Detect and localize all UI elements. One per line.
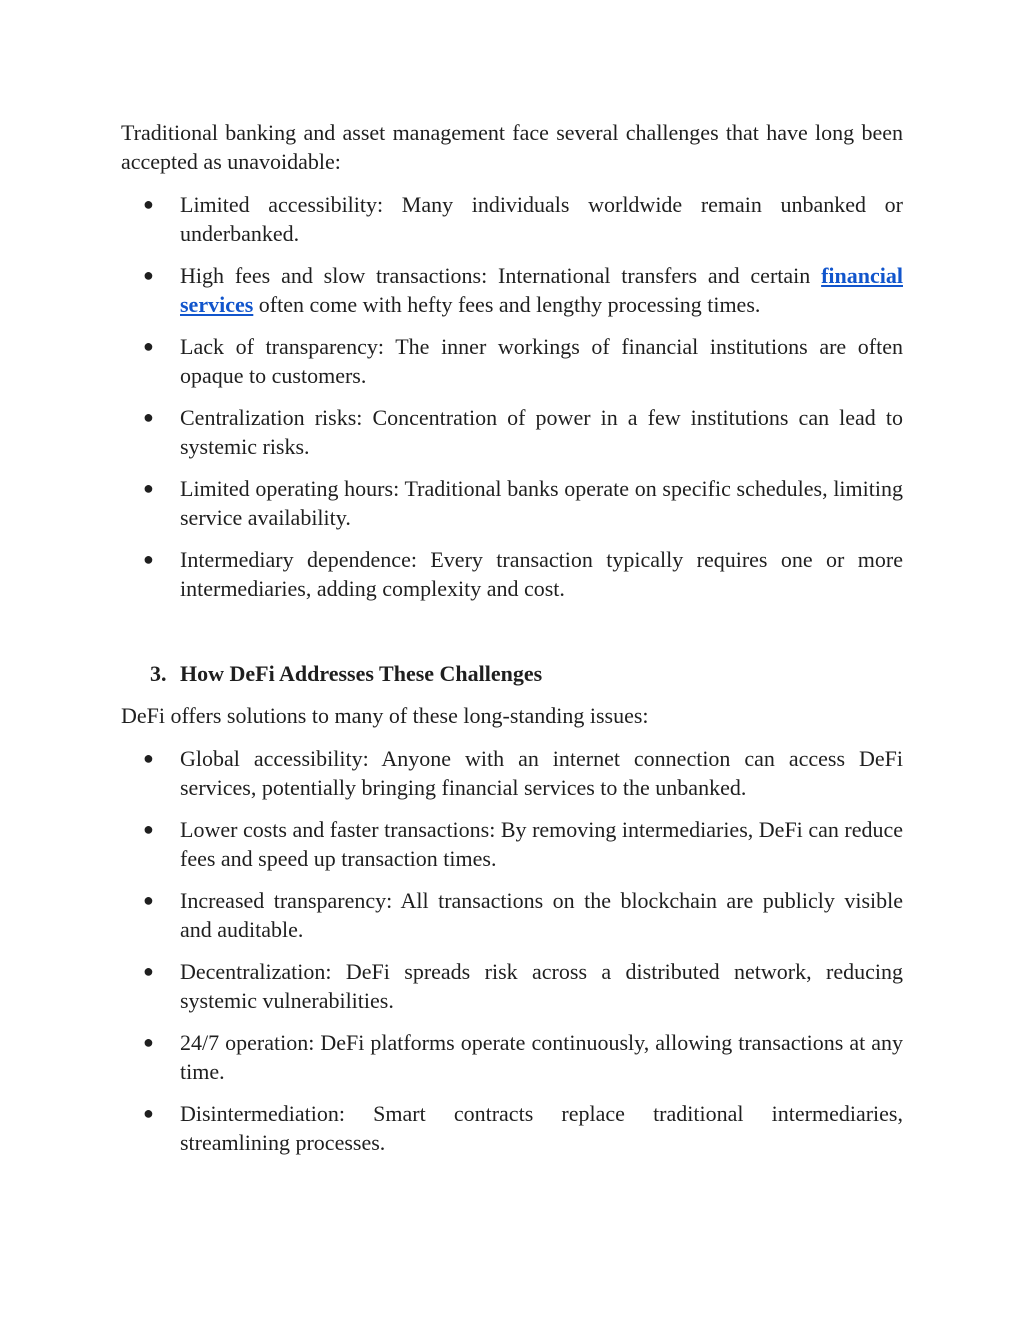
document-page: [121, 118, 903, 1157]
bullet-icon: ●: [143, 1032, 154, 1052]
list-item: [121, 1028, 903, 1086]
bullet-icon: ●: [143, 478, 154, 498]
bullet-icon: ●: [143, 819, 154, 839]
list-item-text: Disintermediation: Smart contracts replace traditional intermediaries, streamlining processes.: [180, 1101, 903, 1155]
list-item-text-after-link: often come with hefty fees and lengthy processing times.: [253, 292, 761, 317]
list-item-text: 24/7 operation: DeFi platforms operate continuously, allowing transactions at any time.: [180, 1030, 903, 1084]
list-item-text: Global accessibility: Anyone with an internet connection can access DeFi services, potentially bringing financial services to the unbanked.: [180, 746, 903, 800]
challenges-list: [121, 190, 903, 603]
list-item-text: Increased transparency: All transactions on the blockchain are publicly visible and auditable.: [180, 888, 903, 942]
challenges-intro-paragraph: Traditional banking and asset management face several challenges that have long been accepted as unavoidable:: [121, 120, 903, 174]
bullet-icon: ●: [143, 890, 154, 910]
list-item: [121, 403, 903, 461]
bullet-icon: ●: [143, 1103, 154, 1123]
list-item: [121, 474, 903, 532]
bullet-icon: ●: [143, 265, 154, 285]
bullet-icon: ●: [143, 748, 154, 768]
list-item-text: Lower costs and faster transactions: By removing intermediaries, DeFi can reduce fees and speed up transaction times.: [180, 817, 903, 871]
list-item: [121, 332, 903, 390]
financial-services-link[interactable]: financial services: [180, 263, 903, 317]
list-item: [121, 261, 903, 319]
list-item: [121, 815, 903, 873]
list-item-text: Centralization risks: Concentration of power in a few institutions can lead to systemic risks.: [180, 405, 903, 459]
list-item: [121, 545, 903, 603]
list-item: [121, 886, 903, 944]
defi-solutions-list: [121, 744, 903, 1157]
list-item-text-before-link: High fees and slow transactions: International transfers and certain: [180, 263, 822, 288]
bullet-icon: ●: [143, 407, 154, 427]
section-heading: [121, 659, 903, 688]
list-item-text: Lack of transparency: The inner workings of financial institutions are often opaque to customers.: [180, 334, 903, 388]
list-item-text: Limited operating hours: Traditional banks operate on specific schedules, limiting service availability.: [180, 476, 903, 530]
section-number: 3.: [150, 661, 167, 686]
list-item-text: Limited accessibility: Many individuals worldwide remain unbanked or underbanked.: [180, 192, 903, 246]
bullet-icon: ●: [143, 194, 154, 214]
list-item: [121, 957, 903, 1015]
list-item: [121, 1099, 903, 1157]
list-item-text: Intermediary dependence: Every transaction typically requires one or more intermediaries, adding complexity and cost.: [180, 547, 903, 601]
section-heading-text: How DeFi Addresses These Challenges: [180, 661, 543, 686]
list-item-text: Decentralization: DeFi spreads risk across a distributed network, reducing systemic vulnerabilities.: [180, 959, 903, 1013]
list-item: [121, 744, 903, 802]
defi-intro-paragraph: DeFi offers solutions to many of these long-standing issues:: [121, 703, 649, 728]
bullet-icon: ●: [143, 336, 154, 356]
bullet-icon: ●: [143, 549, 154, 569]
list-item: [121, 190, 903, 248]
bullet-icon: ●: [143, 961, 154, 981]
